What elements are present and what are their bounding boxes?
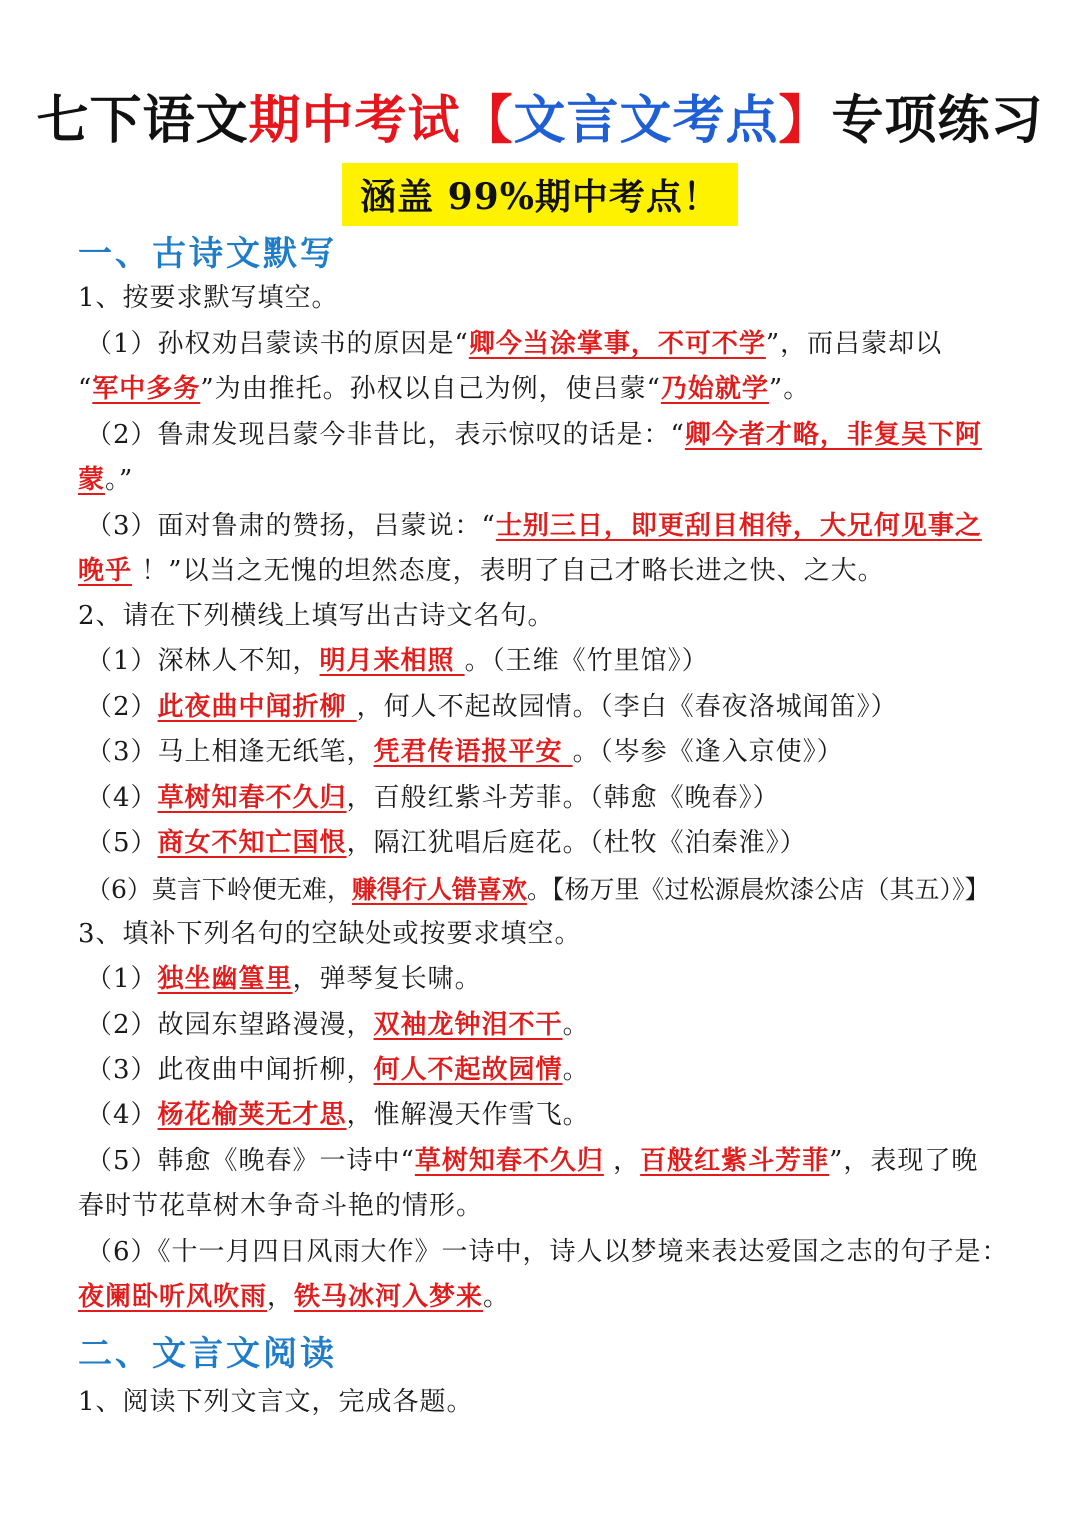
- answer-text: 杨花榆荚无才思: [157, 1100, 347, 1130]
- answer-text: 独坐幽篁里: [157, 964, 293, 994]
- question-line: [86, 1008, 590, 1042]
- question-text: 。【杨万里《过松源晨炊漆公店（其五）》】: [526, 875, 990, 904]
- question-text: （1）孙权劝吕蒙读书的原因是“: [86, 329, 469, 359]
- question-text: ”，表现了晚: [829, 1146, 979, 1176]
- question-text: （3）此夜曲中闻折柳，: [86, 1055, 374, 1085]
- question-text: 。（王维《竹里馆》）: [464, 646, 709, 676]
- question-text: ，百般红紫斗芳菲。（韩愈《晚春》）: [346, 783, 780, 813]
- question-line: [86, 826, 807, 860]
- question-text: 。: [562, 1055, 590, 1085]
- title-highlight-red: 期中考试: [248, 90, 461, 151]
- question-line: （6）《十一月四日风雨大作》一诗中，诗人以梦境来表达爱国之志的句子是：: [86, 1237, 1009, 1267]
- answer-text: 草树知春不久归: [414, 1146, 604, 1176]
- question-line: [86, 962, 482, 996]
- title-bracket-close: 】: [778, 90, 832, 151]
- page-title: [0, 78, 1080, 153]
- title-highlight-blue: 文言文考点: [513, 90, 779, 151]
- question-line: 春时节花草树木争奇斗艳的情形。: [78, 1191, 484, 1221]
- title-part: 专项练习: [831, 90, 1044, 151]
- question-text: （3）面对鲁肃的赞扬，吕蒙说：“: [86, 511, 496, 541]
- question-text: 。: [483, 1282, 511, 1312]
- question-text: ，隔江犹唱后庭花。（杜牧《泊秦淮》）: [346, 828, 807, 858]
- question-heading: 3、填补下列名句的空缺处或按要求填空。: [78, 919, 582, 949]
- question-text: （2）鲁肃发现吕蒙今非昔比，表示惊叹的话是：“: [86, 420, 685, 450]
- question-text: （5）韩愈《晚春》一诗中“: [86, 1146, 415, 1176]
- question-heading: 1、按要求默写填空。: [78, 283, 339, 313]
- answer-text: 此夜曲中闻折柳: [157, 692, 357, 722]
- question-line: [78, 372, 810, 406]
- answer-text: 卿今者才略，非复吴下阿: [684, 420, 982, 450]
- question-text: （4）: [86, 1100, 158, 1130]
- answer-text: 商女不知亡国恨: [157, 828, 347, 858]
- question-text: （6）莫言下岭便无难，: [86, 875, 352, 904]
- question-text: （5）: [86, 828, 158, 858]
- question-line: [86, 1144, 978, 1178]
- answer-text: 草树知春不久归: [157, 783, 347, 813]
- answer-text: 双袖龙钟泪不干: [373, 1010, 563, 1040]
- question-line: [86, 509, 982, 543]
- section-heading-reading: 二、文言文阅读: [78, 1334, 337, 1374]
- question-text: 。: [562, 1010, 590, 1040]
- question-text: ”，而吕蒙却以: [765, 329, 943, 359]
- question-text: ”为由推托。孙权以自己为例，使吕蒙“: [200, 374, 661, 404]
- answer-text: 士别三日，即更刮目相待，大兄何见事之: [495, 511, 982, 541]
- answer-text: 百般红紫斗芳菲: [640, 1146, 830, 1176]
- answer-text: 明月来相照: [319, 646, 465, 676]
- question-text: （2）: [86, 692, 158, 722]
- question-text: ，: [603, 1146, 641, 1176]
- question-line: [86, 1098, 590, 1132]
- answer-text: 铁马冰河入梦来: [294, 1282, 484, 1312]
- question-line: [86, 644, 709, 678]
- question-heading: 2、请在下列横线上填写出古诗文名句。: [78, 601, 555, 631]
- answer-text: 乃始就学: [660, 374, 769, 404]
- question-text: 。”: [105, 465, 134, 495]
- answer-text: 军中多务: [92, 374, 201, 404]
- question-line: [78, 1280, 510, 1314]
- question-heading: 1、阅读下列文言文，完成各题。: [78, 1387, 474, 1417]
- question-text: 。（岑参《逢入京使》）: [572, 737, 844, 767]
- question-text: （2）故园东望路漫漫，: [86, 1010, 374, 1040]
- question-line: [86, 690, 898, 724]
- question-line: [86, 735, 844, 769]
- question-text: （1）深林人不知，: [86, 646, 320, 676]
- title-part: 七下语文: [36, 90, 249, 151]
- title-bracket-open: 【: [460, 90, 514, 151]
- question-text: ，: [267, 1282, 295, 1312]
- question-text: ，弹琴复长啸。: [292, 964, 482, 994]
- question-line: [86, 327, 942, 361]
- answer-text: 夜阑卧听风吹雨: [78, 1282, 268, 1312]
- answer-text: 何人不起故园情: [373, 1055, 563, 1085]
- question-line: [86, 1053, 590, 1087]
- answer-text: 卿今当涂掌事，不可不学: [468, 329, 766, 359]
- question-line: [86, 418, 982, 452]
- question-text: ！”以当之无愧的坦然态度，表明了自己才略长进之快、之大。: [132, 556, 885, 586]
- answer-text: 蒙: [78, 465, 106, 495]
- question-text: ，惟解漫天作雪飞。: [346, 1100, 590, 1130]
- question-text: （3）马上相逢无纸笔，: [86, 737, 374, 767]
- question-text: ，何人不起故园情。（李白《春夜洛城闻笛》）: [356, 692, 898, 722]
- question-text: （4）: [86, 783, 158, 813]
- question-text: ”。: [768, 374, 811, 404]
- question-text: （1）: [86, 964, 158, 994]
- section-heading-poetry: 一、古诗文默写: [78, 234, 337, 274]
- coverage-badge: 涵盖 99%期中考点！: [342, 163, 738, 226]
- question-text: “: [78, 374, 93, 404]
- answer-text: 晚乎: [78, 556, 133, 586]
- question-line: [78, 554, 885, 588]
- question-line: [78, 463, 133, 497]
- question-line: [86, 781, 780, 815]
- question-line: [86, 873, 989, 907]
- answer-text: 赚得行人错喜欢: [351, 875, 527, 904]
- answer-text: 凭君传语报平安: [373, 737, 573, 767]
